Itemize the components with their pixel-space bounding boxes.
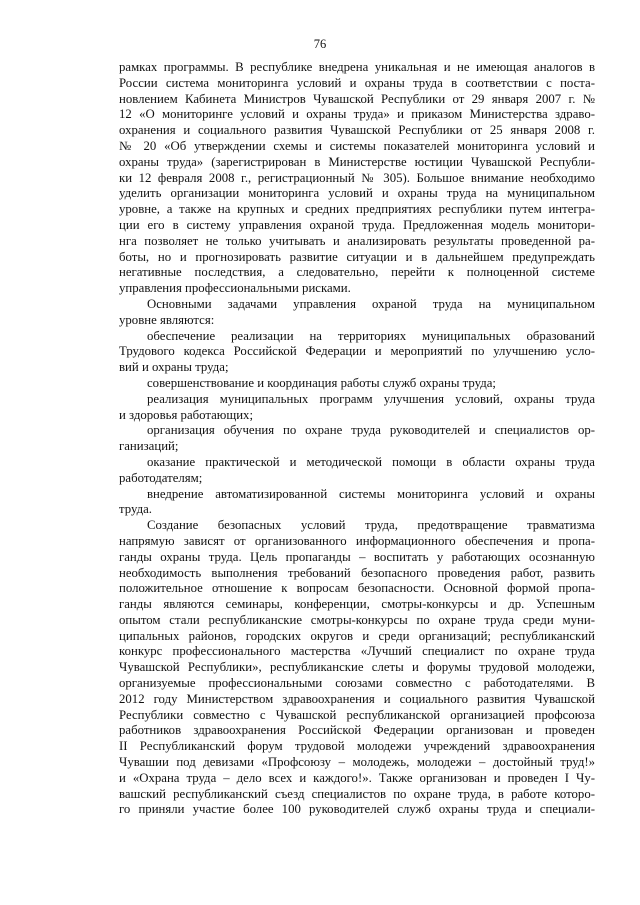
text-line: нга позволяет не только учитывать и анализировать результаты проведенной ра-	[119, 233, 595, 248]
text-line: вашский республиканский съезд специалистов по охране труда, в работе которо-	[119, 786, 595, 801]
text-line: рамках программы. В республике внедрена уникальная и не имеющая аналогов в	[119, 60, 595, 74]
text-line: уровне являются:	[119, 312, 215, 327]
text-line: II Республиканский форум трудовой молодежи учреждений здравоохранения	[119, 739, 595, 754]
text-line: уделить организации мониторинга условий и охраны труда на муниципальном	[119, 186, 595, 201]
text-line: внедрение автоматизированной системы мониторинга условий и охраны	[147, 486, 595, 501]
text-line: работников здравоохранения Российской Федерации организован и проведен	[119, 723, 595, 738]
page-number: 76	[313, 37, 327, 51]
text-line: реализация муниципальных программ улучшения условий, охраны труда	[147, 391, 595, 406]
text-line: 2012 году Министерством здравоохранения и социального развития Чувашской	[119, 691, 595, 706]
text-line: работодателям;	[119, 470, 203, 485]
text-line: охраны труда» (зарегистрирован в Министерстве юстиции Чувашской Республи-	[119, 154, 595, 169]
text-line: ции его в систему управления охраной труда. Предложенная модель монитори-	[119, 217, 595, 232]
text-line: совершенствование и координация работы служб охраны труда;	[147, 375, 496, 390]
text-line: обеспечение реализации на территориях муниципальных образований	[147, 328, 595, 343]
text-line: ки 12 февраля 2008 г., регистрационный № 305). Большое внимание необходимо	[119, 170, 595, 185]
text-line: ганды охраны труда. Цель пропаганды – воспитать у работающих осознанную	[119, 549, 595, 564]
text-line: России система мониторинга условий и охраны труда в соответствии с поста-	[119, 75, 595, 90]
text-line: напрямую зависят от организованного информационного обеспечения и пропа-	[119, 533, 595, 548]
text-line: вий и охраны труда;	[119, 360, 229, 375]
text-line: новлением Кабинета Министров Чувашской Республики от 29 января 2007 г. №	[119, 91, 595, 106]
text-line: ганизаций;	[119, 439, 179, 454]
text-line: № 20 «Об утверждении схемы и системы показателей мониторинга условий и	[119, 138, 595, 153]
text-line: организуемые профессиональными союзами совместно с работодателями. В	[119, 676, 595, 691]
text-line: го приняли участие более 100 руководителей служб охраны труда и специали-	[119, 802, 595, 817]
text-line: негативные последствия, а следовательно, перейти к полноценной системе	[119, 265, 595, 280]
text-line: труда.	[119, 502, 152, 517]
text-line: Чувашии под девизами «Профсоюзу – молодежь, молодежи – достойный труд!»	[119, 755, 595, 770]
text-line: организация обучения по охране труда руководителей и специалистов ор-	[147, 423, 595, 438]
text-line: ганды являются семинары, конференции, смотры-конкурсы и др. Успешным	[119, 597, 595, 612]
text-line: оказание практической и методической помощи в области охраны труда	[147, 454, 595, 469]
text-line: и здоровья работающих;	[119, 407, 254, 422]
text-line: охранения и социального развития Чувашской Республики от 25 января 2008 г.	[119, 123, 595, 138]
text-line: Создание безопасных условий труда, предотвращение травматизма	[147, 518, 595, 533]
text-line: необходимость выполнения требований безопасного проведения работ, развить	[119, 565, 595, 580]
text-line: конкурс профессионального мастерства «Лучший специалист по охране труда	[119, 644, 595, 659]
text-line: Основными задачами управления охраной труда на муниципальном	[147, 296, 595, 311]
text-line: Трудового кодекса Российской Федерации и мероприятий по улучшению усло-	[119, 344, 595, 359]
text-line: опытом стали республиканские смотры-конкурсы по охране труда среди муни-	[119, 612, 595, 627]
text-line: 12 «О мониторинге условий и охраны труда» и приказом Министерства здраво-	[119, 107, 595, 122]
text-line: боты, но и прогнозировать развитие ситуации и в дальнейшем предупреждать	[119, 249, 595, 264]
text-line: положительное отношение к вопросам безопасности. Основной формой пропа-	[119, 581, 595, 596]
text-line: Чувашской Республики», республиканские слеты и форумы трудовой молодежи,	[119, 660, 595, 675]
text-line: уровне, а также на крупных и средних предприятиях республики путем интегра-	[119, 202, 595, 217]
text-line: и «Охрана труда – дело всех и каждого!». Также организован и проведен I Чу-	[119, 770, 595, 785]
text-line: ципальных районов, городских округов и среди организаций; республиканский	[119, 628, 595, 643]
text-line: управления профессиональными рисками.	[119, 281, 351, 296]
body-text	[119, 60, 595, 818]
text-line: Республики совместно с Чувашской республиканской организацией профсоюза	[119, 707, 595, 722]
